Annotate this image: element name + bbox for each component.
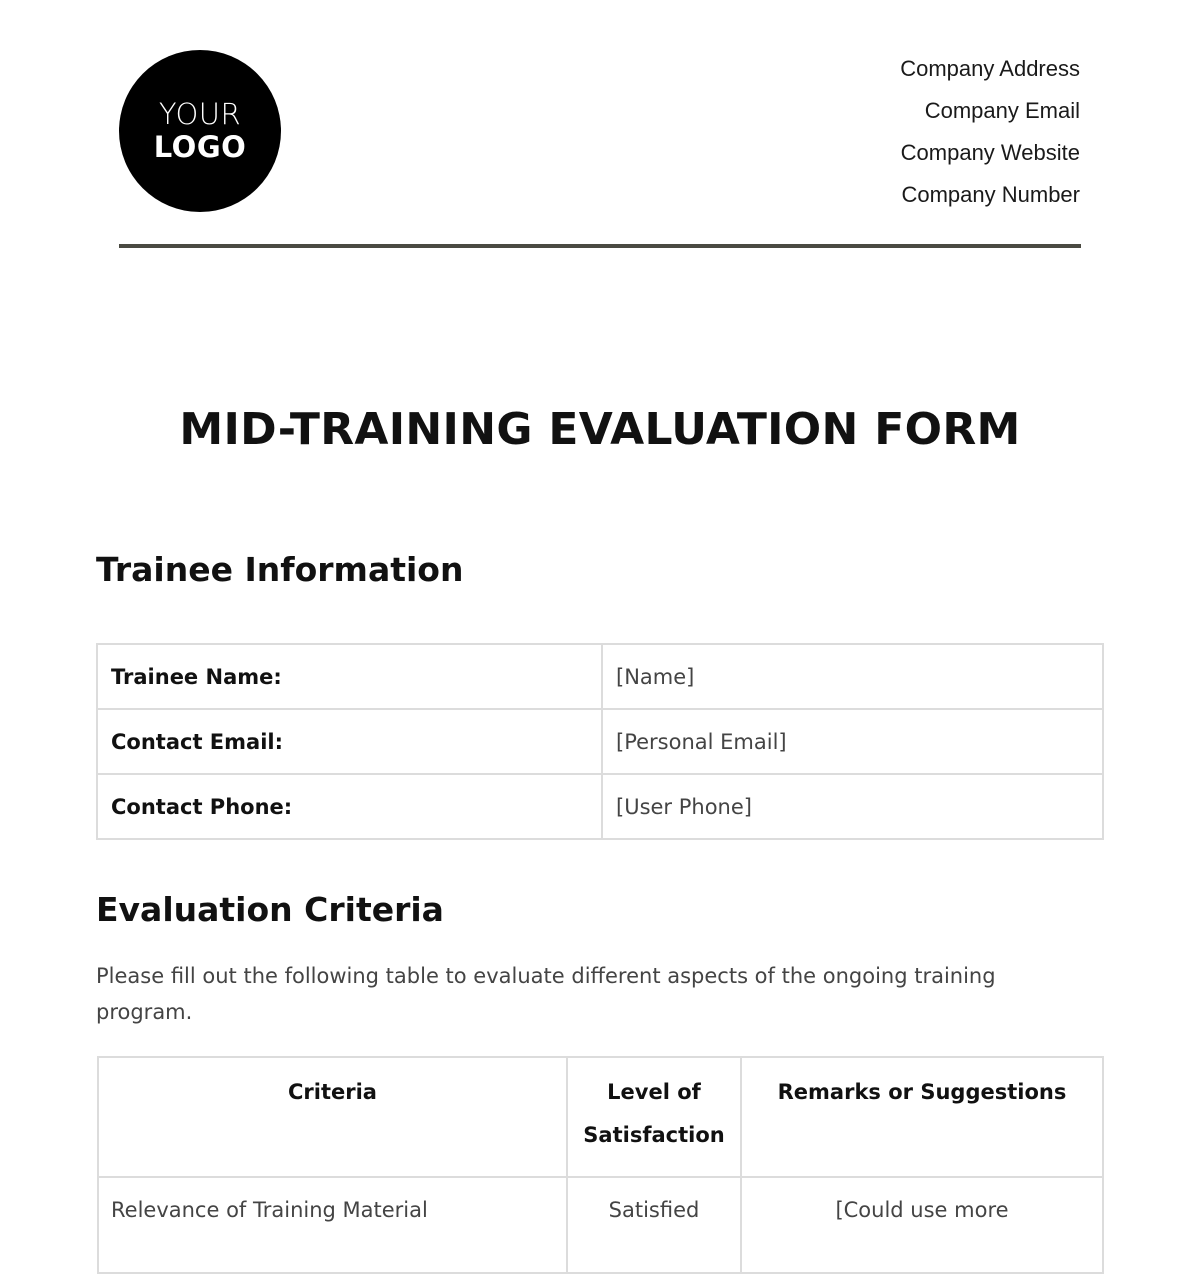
trainee-info-heading: Trainee Information bbox=[96, 550, 464, 589]
contact-phone-label: Contact Phone: bbox=[97, 774, 602, 839]
evaluation-criteria-table bbox=[97, 1056, 1104, 1274]
trainee-name-label: Trainee Name: bbox=[97, 644, 602, 709]
criteria-cell: Relevance of Training Material bbox=[98, 1177, 567, 1273]
trainee-info-table bbox=[96, 643, 1104, 840]
logo-text-line2: LOGO bbox=[153, 130, 247, 164]
trainee-name-field[interactable]: [Name] bbox=[602, 644, 1103, 709]
criteria-instructions: Please fill out the following table to evaluate different aspects of the ongoing training program. bbox=[96, 964, 996, 1024]
contact-phone-field[interactable]: [User Phone] bbox=[602, 774, 1103, 839]
contact-email-label: Contact Email: bbox=[97, 709, 602, 774]
company-email: Company Email bbox=[924, 98, 1080, 123]
column-header-satisfaction: Level of Satisfaction bbox=[567, 1057, 741, 1177]
company-number: Company Number bbox=[901, 182, 1080, 207]
company-website: Company Website bbox=[900, 140, 1080, 165]
company-address: Company Address bbox=[900, 56, 1080, 81]
remarks-cell[interactable]: [Could use more bbox=[741, 1177, 1103, 1273]
document-title: MID-TRAINING EVALUATION FORM bbox=[179, 404, 1021, 455]
table-row bbox=[98, 1177, 1103, 1273]
logo-text-line1: YOUR bbox=[158, 97, 242, 131]
table-row bbox=[97, 644, 1103, 709]
header-divider bbox=[119, 244, 1081, 248]
column-header-criteria: Criteria bbox=[98, 1057, 567, 1177]
table-row bbox=[97, 709, 1103, 774]
satisfaction-cell[interactable]: Satisfied bbox=[567, 1177, 741, 1273]
contact-email-field[interactable]: [Personal Email] bbox=[602, 709, 1103, 774]
evaluation-criteria-heading: Evaluation Criteria bbox=[96, 890, 444, 929]
company-contact-block bbox=[900, 55, 1080, 223]
table-header-row bbox=[98, 1057, 1103, 1177]
company-logo bbox=[119, 50, 281, 212]
table-row bbox=[97, 774, 1103, 839]
column-header-remarks: Remarks or Suggestions bbox=[741, 1057, 1103, 1177]
